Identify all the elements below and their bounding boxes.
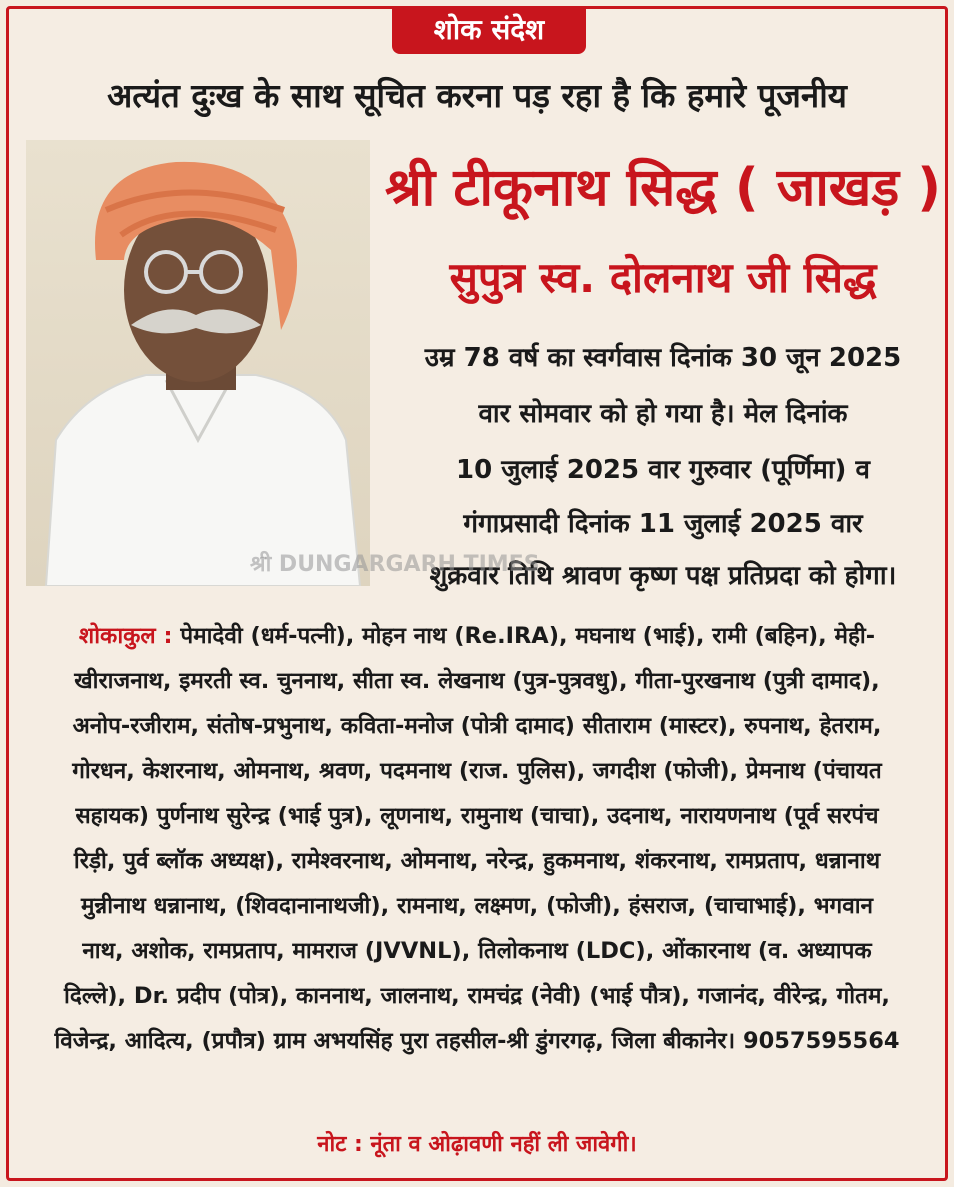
deceased-photo	[26, 140, 370, 586]
note-line: नोट : नूंता व ओढ़ावणी नहीं ली जावेगी।	[317, 1132, 637, 1157]
family-label: शोकाकुल :	[78, 623, 181, 649]
family-line: शोकाकुल : पेमादेवी (धर्म-पत्नी), मोहन नाथ (Re.IRA), मघनाथ (भाई), रामी (बहिन), मेही-	[78, 623, 876, 649]
watermark-text: श्री DUNGARGARH TIMES	[250, 552, 540, 577]
family-line: खीराजनाथ, इमरती स्व. चुननाथ, सीता स्व. लेखनाथ (पुत्र-पुत्रवधु), गीता-पुरखनाथ (पुत्री दामाद),	[74, 668, 880, 694]
deceased-name: श्री टीकूनाथ सिद्ध ( जाखड़ )	[384, 158, 942, 218]
condolence-badge: शोक संदेश	[392, 6, 586, 54]
father-name: सुपुत्र स्व. दोलनाथ जी सिद्ध	[449, 253, 877, 302]
detail-line: गंगाप्रसादी दिनांक 11 जुलाई 2025 वार	[463, 509, 863, 539]
family-line: नाथ, अशोक, रामप्रताप, मामराज (JVVNL), तिलोकनाथ (LDC), ओंकारनाथ (व. अध्यापक	[82, 938, 872, 964]
detail-line: उम्र 78 वर्ष का स्वर्गवास दिनांक 30 जून 2025	[424, 343, 902, 373]
detail-line: 10 जुलाई 2025 वार गुरुवार (पूर्णिमा) व	[456, 455, 870, 485]
family-line: दिल्ले), Dr. प्रदीप (पोत्र), काननाथ, जालनाथ, रामचंद्र (नेवी) (भाई पौत्र), गजानंद, वीरेन्द्र, गोतम,	[64, 983, 890, 1009]
family-line: विजेन्द्र, आदित्य, (प्रपौत्र) ग्राम अभयसिंह पुरा तहसील-श्री डुंगरगढ़, जिला बीकानेर। 9057595564	[54, 1028, 900, 1054]
family-list	[16, 614, 938, 1064]
detail-line: वार सोमवार को हो गया है। मेल दिनांक	[478, 399, 848, 429]
portrait-illustration	[26, 140, 370, 586]
intro-line: अत्यंत दुःख के साथ सूचित करना पड़ रहा है कि हमारे पूजनीय	[107, 76, 847, 115]
family-line: अनोप-रजीराम, संतोष-प्रभुनाथ, कविता-मनोज (पोत्री दामाद) सीताराम (मास्टर), रुपनाथ, हेतराम,	[72, 713, 882, 739]
family-line: मुन्नीनाथ धन्नानाथ, (शिवदानानाथजी), रामनाथ, लक्ष्मण, (फोजी), हंसराज, (चाचाभाई), भगवान	[80, 893, 874, 919]
family-line: रिड़ी, पुर्व ब्लॉक अध्यक्ष), रामेश्वरनाथ, ओमनाथ, नरेन्द्र, हुकमनाथ, शंकरनाथ, रामप्रताप, धन्नानाथ	[73, 848, 881, 874]
family-line: सहायक) पुर्णनाथ सुरेन्द्र (भाई पुत्र), लूणनाथ, रामुनाथ (चाचा), उदनाथ, नारायणनाथ (पूर्व सरपंच	[75, 803, 879, 829]
family-line: गोरधन, केशरनाथ, ओमनाथ, श्रवण, पदमनाथ (राज. पुलिस), जगदीश (फोजी), प्रेमनाथ (पंचायत	[72, 758, 882, 784]
detail-line: शुक्रवार तिथि श्रावण कृष्ण पक्ष प्रतिप्रदा को होगा।	[429, 561, 897, 591]
